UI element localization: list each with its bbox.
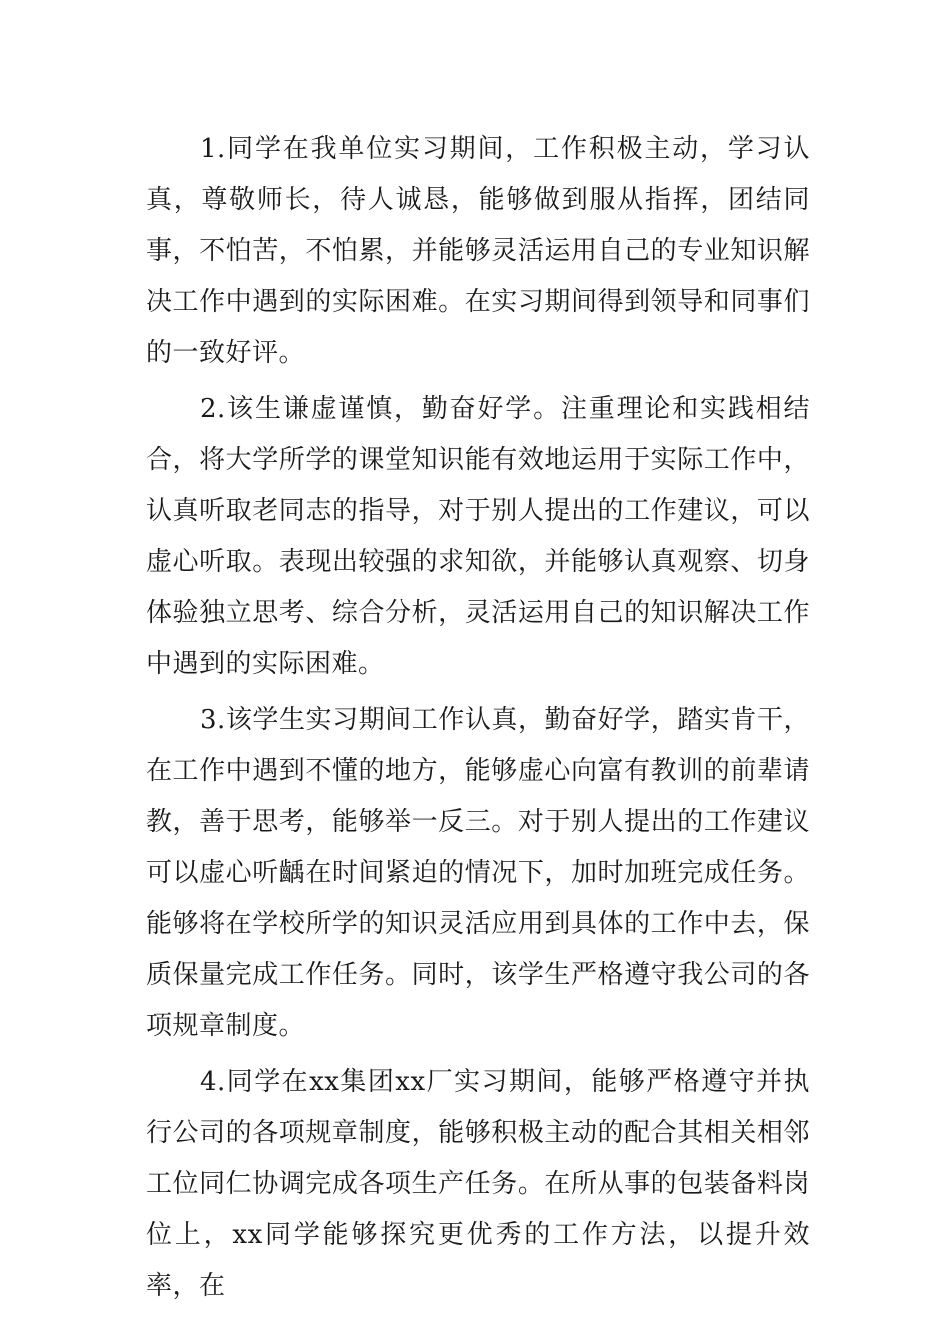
- paragraph-2: 2.该生谦虚谨慎，勤奋好学。注重理论和实践相结合，将大学所学的课堂知识能有效地运用于实际工作中，认真听取老同志的指导，对于别人提出的工作建议，可以虚心听取。表现出较强的求知欲，并能够认真观察、切身体验独立思考、综合分析，灵活运用自己的知识解决工作中遇到的实际困难。: [146, 394, 810, 679]
- document-body: [146, 124, 810, 1317]
- paragraph-4: 4.同学在xx集团xx厂实习期间，能够严格遵守并执行公司的各项规章制度，能够积极主动的配合其相关相邻工位同仁协调完成各项生产任务。在所从事的包装备料岗位上，xx同学能够探究更优秀的工作方法，以提升效率，在: [146, 1067, 810, 1301]
- paragraph-3: 3.该学生实习期间工作认真，勤奋好学，踏实肯干，在工作中遇到不懂的地方，能够虚心向富有教训的前辈请教，善于思考，能够举一反三。对于别人提出的工作建议可以虚心听齲在时间紧迫的情况下，加时加班完成任务。能够将在学校所学的知识灵活应用到具体的工作中去，保质保量完成工作任务。同时，该学生严格遵守我公司的各项规章制度。: [146, 705, 810, 1041]
- paragraph-1: 1.同学在我单位实习期间，工作积极主动，学习认真，尊敬师长，待人诚恳，能够做到服从指挥，团结同事，不怕苦，不怕累，并能够灵活运用自己的专业知识解决工作中遇到的实际困难。在实习期间得到领导和同事们的一致好评。: [146, 134, 810, 368]
